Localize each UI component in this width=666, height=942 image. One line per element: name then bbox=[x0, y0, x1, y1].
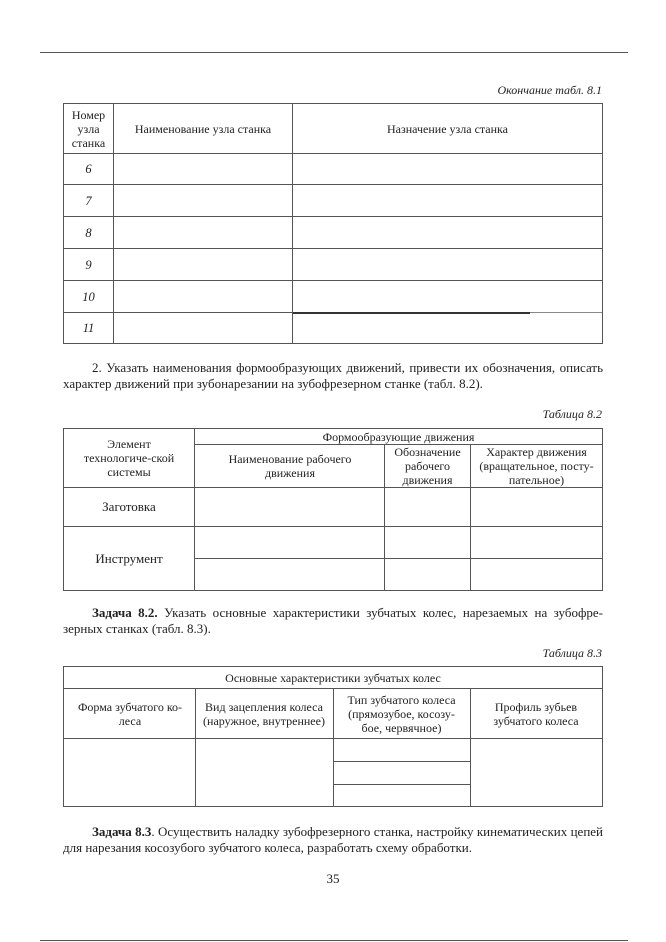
table-border bbox=[63, 343, 603, 344]
group-header-cell: Формообразующие движения bbox=[322, 429, 475, 444]
task-2-paragraph bbox=[63, 360, 603, 392]
table-border bbox=[333, 761, 470, 762]
row-label: Инструмент bbox=[95, 550, 163, 566]
task-8-2-text: Указать основные характеристики зубчатых колес, нарезаемых на зубофре-зерных станках (табл. 8.3). bbox=[63, 605, 604, 636]
table-border bbox=[63, 590, 603, 591]
row-number: 9 bbox=[85, 257, 92, 272]
task-2-number: 2. bbox=[92, 360, 102, 375]
table-8-1-caption: Окончание табл. 8.1 bbox=[497, 83, 602, 97]
table-border bbox=[63, 216, 603, 217]
header-cell: Характер движения (вращательное, посту-пательное) bbox=[479, 445, 594, 487]
table-border bbox=[63, 153, 603, 154]
page-number: 35 bbox=[326, 871, 340, 886]
header-cell: Номер узла станка bbox=[71, 107, 106, 150]
table-border bbox=[470, 444, 471, 591]
header-cell: Форма зубчатого ко-леса bbox=[77, 699, 183, 728]
row-number: 8 bbox=[85, 225, 92, 240]
task-2-text: Указать наименования формообразующих движений, привести их обозначения, описать характер движений при зубонарезании на зубофрезерном станке (табл. 8.2). bbox=[63, 360, 604, 391]
task-8-2-label: Задача 8.2. bbox=[92, 605, 158, 620]
table-border bbox=[63, 280, 603, 281]
table-border bbox=[195, 688, 196, 807]
table-border bbox=[194, 558, 603, 559]
task-8-3-paragraph bbox=[63, 824, 603, 856]
row-number: 6 bbox=[85, 162, 92, 176]
row-number: 10 bbox=[82, 289, 95, 304]
header-cell: Тип зубчатого колеса (прямозубое, косозу-бое, червячное) bbox=[347, 692, 456, 735]
row-number: 11 bbox=[82, 321, 95, 335]
table-border bbox=[63, 248, 603, 249]
table-border bbox=[470, 688, 471, 807]
table-border bbox=[530, 312, 603, 313]
header-cell: Назначение узла станка bbox=[386, 121, 509, 136]
header-cell: Наименование рабочего движения bbox=[228, 452, 352, 480]
header-cell: Обозначение рабочего движения bbox=[394, 445, 461, 487]
table-8-3-caption: Таблица 8.3 bbox=[542, 646, 602, 660]
task-8-3-label: Задача 8.3 bbox=[92, 824, 152, 839]
table-border bbox=[602, 428, 603, 591]
table-border bbox=[333, 784, 470, 785]
group-header-cell: Основные характеристики зубчатых колес bbox=[225, 670, 441, 685]
header-cell: Элемент технологиче-ской системы bbox=[83, 437, 175, 479]
row-number: 7 bbox=[85, 193, 92, 208]
table-border bbox=[333, 688, 334, 807]
task-8-2-paragraph bbox=[63, 605, 603, 637]
table-border bbox=[602, 666, 603, 807]
footer-rule bbox=[40, 940, 628, 941]
header-cell: Наименование узла станка bbox=[134, 121, 272, 136]
table-border bbox=[194, 428, 195, 591]
table-border bbox=[292, 312, 530, 314]
table-border bbox=[602, 103, 603, 344]
task-8-3-text: . Осуществить наладку зубофрезерного станка, настройку кинематических цепей для нарезания косозубого зубчатого колеса, разработать схему обработки. bbox=[63, 824, 603, 855]
row-label: Заготовка bbox=[102, 499, 156, 514]
header-cell: Профиль зубьев зубчатого колеса bbox=[493, 699, 579, 728]
header-rule bbox=[40, 52, 628, 53]
table-8-2-caption: Таблица 8.2 bbox=[542, 407, 602, 421]
table-border bbox=[63, 184, 603, 185]
header-cell: Вид зацепления колеса (наружное, внутреннее) bbox=[203, 699, 325, 728]
